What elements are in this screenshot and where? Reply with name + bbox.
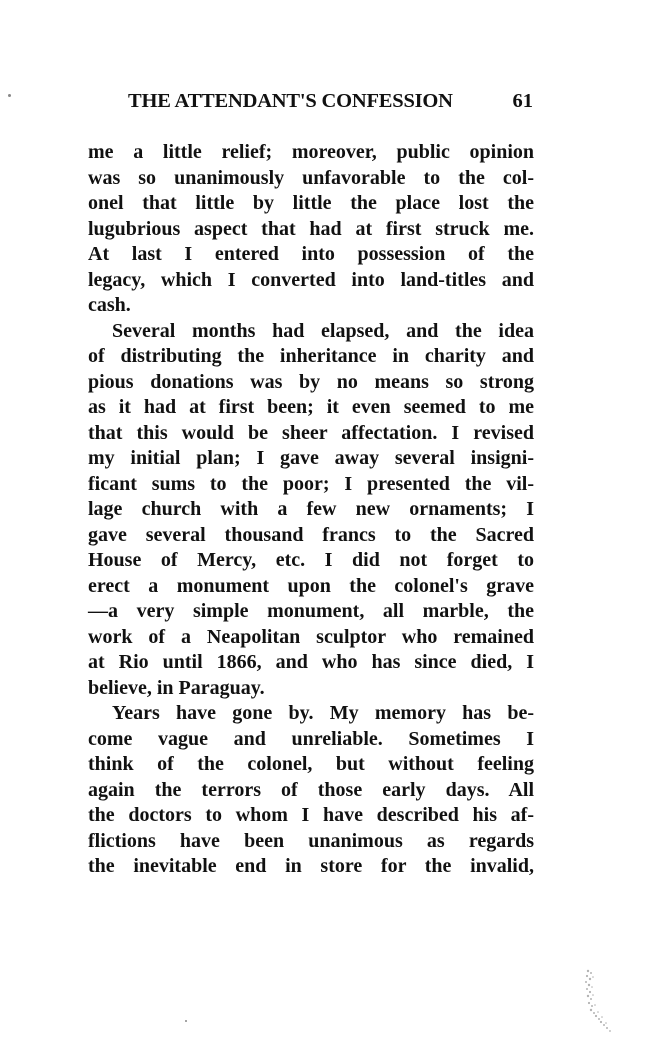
text-line: work of a Neapolitan sculptor who remained bbox=[88, 625, 534, 648]
text-line: —a very simple monument, all marble, the bbox=[88, 600, 534, 622]
text-line: me a little relief; moreover, public opinion bbox=[88, 141, 534, 163]
text-line: was so unanimously unfavorable to the col- bbox=[88, 166, 534, 189]
text-line: erect a monument upon the colonel's grave bbox=[88, 574, 534, 597]
text-line: of distributing the inheritance in charity and bbox=[88, 345, 534, 367]
text-line: ficant sums to the poor; I presented the vil- bbox=[88, 472, 534, 495]
text-line: Several months had elapsed, and the idea bbox=[112, 319, 534, 342]
text-line: the doctors to whom I have described his af- bbox=[88, 804, 534, 826]
text-line: my initial plan; I gave away several insigni- bbox=[88, 447, 534, 469]
text-line: At last I entered into possession of the bbox=[88, 243, 534, 265]
text-line: as it had at first been; it even seemed to me bbox=[88, 396, 534, 418]
text-line: that this would be sheer affectation. I revised bbox=[88, 421, 534, 444]
text-line: pious donations was by no means so strong bbox=[88, 370, 534, 393]
text-line: Years have gone by. My memory has be- bbox=[112, 702, 534, 724]
paragraph bbox=[88, 319, 534, 702]
text-line: again the terrors of those early days. All bbox=[88, 778, 534, 801]
paragraph bbox=[88, 140, 534, 319]
text-line: flictions have been unanimous as regards bbox=[88, 829, 534, 852]
text-line: the inevitable end in store for the invalid, bbox=[88, 855, 534, 877]
text-line: lage church with a few new ornaments; I bbox=[88, 498, 534, 520]
text-line: legacy, which I converted into land-titles and bbox=[88, 268, 534, 291]
body-text bbox=[88, 140, 534, 880]
text-line: at Rio until 1866, and who has since died, I bbox=[88, 651, 534, 673]
paragraph bbox=[88, 701, 534, 880]
text-line: come vague and unreliable. Sometimes I bbox=[88, 727, 534, 750]
scan-speck bbox=[8, 94, 11, 97]
scan-artifact bbox=[578, 965, 618, 1035]
text-line: House of Mercy, etc. I did not forget to bbox=[88, 549, 534, 571]
text-line: lugubrious aspect that had at first struck me. bbox=[88, 217, 534, 240]
running-header bbox=[128, 90, 533, 116]
text-line: cash. bbox=[88, 294, 131, 316]
text-line: onel that little by little the place lost the bbox=[88, 192, 534, 214]
text-line: think of the colonel, but without feeling bbox=[88, 753, 534, 775]
page-number: 61 bbox=[512, 90, 533, 112]
text-line: gave several thousand francs to the Sacred bbox=[88, 523, 534, 546]
scan-speck bbox=[185, 1020, 187, 1022]
text-line: believe, in Paraguay. bbox=[88, 676, 265, 699]
running-title: THE ATTENDANT'S CONFESSION bbox=[128, 90, 453, 112]
